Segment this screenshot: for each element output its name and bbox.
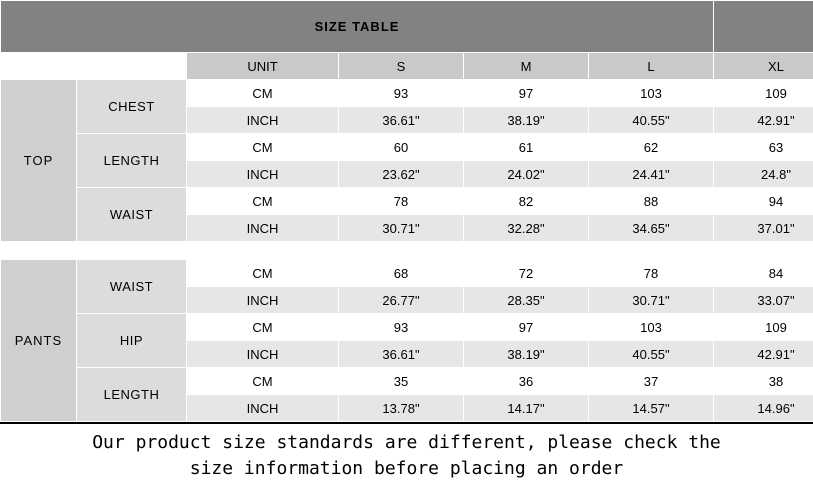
value-cell: 103 [589, 314, 714, 341]
unit-cm: CM [187, 188, 339, 215]
value-cell: 84 [714, 260, 813, 287]
value-cell: 88 [589, 188, 714, 215]
part-label-top-length: LENGTH [77, 134, 187, 188]
value-cell: 37 [589, 368, 714, 395]
value-cell: 33.07" [714, 287, 813, 314]
value-cell: 14.17" [464, 395, 589, 422]
part-label-pants-length: LENGTH [77, 368, 187, 422]
value-cell: 62 [589, 134, 714, 161]
footer-note [0, 422, 813, 490]
unit-cm: CM [187, 260, 339, 287]
value-cell: 40.55" [589, 341, 714, 368]
value-cell: 78 [339, 188, 464, 215]
value-cell: 103 [589, 80, 714, 107]
value-cell: 24.41" [589, 161, 714, 188]
unit-cm: CM [187, 134, 339, 161]
section-spacer [1, 242, 813, 260]
table-row [1, 314, 813, 341]
value-cell: 14.57" [589, 395, 714, 422]
unit-cm: CM [187, 80, 339, 107]
value-cell: 36.61" [339, 341, 464, 368]
value-cell: 23.62" [339, 161, 464, 188]
title-filler [714, 1, 813, 53]
value-cell: 42.91" [714, 107, 813, 134]
value-cell: 72 [464, 260, 589, 287]
unit-cm: CM [187, 368, 339, 395]
value-cell: 97 [464, 80, 589, 107]
value-cell: 36.61" [339, 107, 464, 134]
unit-inch: INCH [187, 341, 339, 368]
value-cell: 93 [339, 80, 464, 107]
value-cell: 26.77" [339, 287, 464, 314]
footer-line-1: Our product size standards are different, please check the [92, 432, 721, 453]
value-cell: 97 [464, 314, 589, 341]
header-row [1, 53, 813, 80]
page-title: SIZE TABLE [1, 1, 714, 53]
value-cell: 36 [464, 368, 589, 395]
value-cell: 28.35" [464, 287, 589, 314]
value-cell: 24.8" [714, 161, 813, 188]
header-size-l: L [589, 53, 714, 80]
part-label-pants-hip: HIP [77, 314, 187, 368]
header-unit: UNIT [187, 53, 339, 80]
value-cell: 42.91" [714, 341, 813, 368]
unit-cm: CM [187, 314, 339, 341]
value-cell: 32.28" [464, 215, 589, 242]
unit-inch: INCH [187, 215, 339, 242]
value-cell: 63 [714, 134, 813, 161]
table-row [1, 80, 813, 107]
table-row [1, 260, 813, 287]
value-cell: 68 [339, 260, 464, 287]
header-size-m: M [464, 53, 589, 80]
table-row [1, 368, 813, 395]
header-blank-part [77, 53, 187, 80]
value-cell: 61 [464, 134, 589, 161]
value-cell: 40.55" [589, 107, 714, 134]
part-label-top-chest: CHEST [77, 80, 187, 134]
footer-line-2: size information before placing an order [189, 458, 624, 480]
value-cell: 94 [714, 188, 813, 215]
value-cell: 37.01" [714, 215, 813, 242]
header-blank-group [1, 53, 77, 80]
header-size-s: S [339, 53, 464, 80]
value-cell: 60 [339, 134, 464, 161]
value-cell: 82 [464, 188, 589, 215]
value-cell: 38 [714, 368, 813, 395]
unit-inch: INCH [187, 287, 339, 314]
value-cell: 38.19" [464, 107, 589, 134]
part-label-top-waist: WAIST [77, 188, 187, 242]
value-cell: 38.19" [464, 341, 589, 368]
value-cell: 14.96" [714, 395, 813, 422]
value-cell: 13.78" [339, 395, 464, 422]
value-cell: 109 [714, 314, 813, 341]
value-cell: 93 [339, 314, 464, 341]
value-cell: 35 [339, 368, 464, 395]
value-cell: 34.65" [589, 215, 714, 242]
unit-inch: INCH [187, 107, 339, 134]
value-cell: 30.71" [589, 287, 714, 314]
header-size-xl: XL [714, 53, 813, 80]
part-label-pants-waist: WAIST [77, 260, 187, 314]
table-row [1, 134, 813, 161]
spacer-cell [1, 242, 813, 260]
value-cell: 109 [714, 80, 813, 107]
table-row [1, 188, 813, 215]
group-label-top: TOP [1, 80, 77, 242]
unit-inch: INCH [187, 161, 339, 188]
unit-inch: INCH [187, 395, 339, 422]
group-label-pants: PANTS [1, 260, 77, 422]
title-row [1, 1, 813, 53]
value-cell: 78 [589, 260, 714, 287]
value-cell: 30.71" [339, 215, 464, 242]
value-cell: 24.02" [464, 161, 589, 188]
